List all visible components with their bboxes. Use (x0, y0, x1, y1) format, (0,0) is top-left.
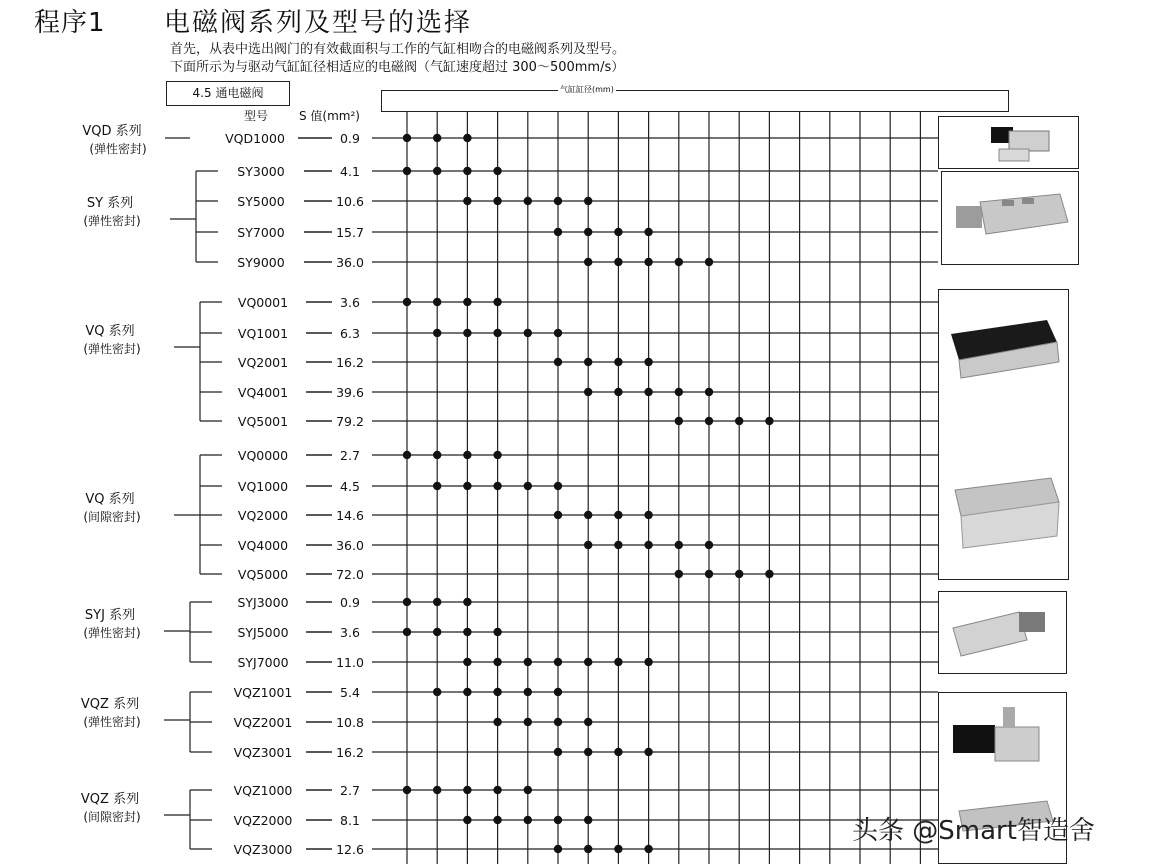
applicable-bore-dot (463, 298, 471, 306)
bore-axis-title: 气缸缸径(mm) (560, 85, 614, 94)
applicable-bore-dot (554, 197, 562, 205)
applicable-bore-dot (524, 329, 532, 337)
applicable-bore-dot (675, 388, 683, 396)
applicable-bore-dot (584, 388, 592, 396)
applicable-bore-dot (554, 329, 562, 337)
applicable-bore-dot (614, 511, 622, 519)
model-name: SYJ7000 (237, 655, 289, 670)
applicable-bore-dot (524, 658, 532, 666)
applicable-bore-dot (735, 417, 743, 425)
applicable-bore-dot (493, 786, 501, 794)
bore-header-box (381, 90, 1009, 112)
series-name: VQZ 系列 (80, 792, 140, 807)
applicable-bore-dot (463, 598, 471, 606)
model-name: VQ2000 (237, 508, 289, 523)
s-value: 0.9 (340, 131, 360, 146)
valve-type-label: 4.5 通电磁阀 (166, 81, 290, 106)
applicable-bore-dot (554, 658, 562, 666)
model-name: SY3000 (237, 164, 285, 179)
s-value: 12.6 (336, 842, 364, 857)
s-value: 4.5 (340, 479, 360, 494)
applicable-bore-dot (614, 845, 622, 853)
applicable-bore-dot (433, 298, 441, 306)
series-seal-type: (间隙密封) (83, 810, 141, 824)
applicable-bore-dot (403, 167, 411, 175)
s-value: 6.3 (340, 326, 360, 341)
series-seal-type: (弹性密封) (83, 715, 141, 729)
s-value: 15.7 (336, 225, 364, 240)
applicable-bore-dot (584, 748, 592, 756)
syj-valve-image (939, 592, 1067, 674)
s-value: 36.0 (336, 255, 364, 270)
vq-manifold-image (939, 290, 1069, 580)
applicable-bore-dot (524, 688, 532, 696)
applicable-bore-dot (644, 258, 652, 266)
applicable-bore-dot (463, 658, 471, 666)
applicable-bore-dot (584, 358, 592, 366)
s-value: 16.2 (336, 745, 364, 760)
applicable-bore-dot (403, 134, 411, 142)
applicable-bore-dot (524, 816, 532, 824)
applicable-bore-dot (463, 628, 471, 636)
applicable-bore-dot (644, 541, 652, 549)
applicable-bore-dot (433, 134, 441, 142)
s-value: 3.6 (340, 625, 360, 640)
applicable-bore-dot (705, 258, 713, 266)
s-value: 0.9 (340, 595, 360, 610)
applicable-bore-dot (614, 541, 622, 549)
model-name: SYJ5000 (237, 625, 289, 640)
model-name: VQZ2000 (233, 813, 293, 828)
s-value: 16.2 (336, 355, 364, 370)
applicable-bore-dot (554, 688, 562, 696)
applicable-bore-dot (675, 570, 683, 578)
series-name: SY 系列 (86, 196, 134, 211)
applicable-bore-dot (463, 482, 471, 490)
applicable-bore-dot (554, 816, 562, 824)
applicable-bore-dot (524, 482, 532, 490)
model-name: SY9000 (237, 255, 285, 270)
applicable-bore-dot (705, 417, 713, 425)
applicable-bore-dot (584, 258, 592, 266)
applicable-bore-dot (524, 718, 532, 726)
series-seal-type: (弹性密封) (83, 342, 141, 356)
applicable-bore-dot (705, 570, 713, 578)
series-name: VQD 系列 (82, 124, 142, 139)
applicable-bore-dot (554, 718, 562, 726)
model-name: SY7000 (237, 225, 285, 240)
applicable-bore-dot (493, 482, 501, 490)
vqd-valve-photo (938, 116, 1079, 169)
model-name: VQZ3001 (233, 745, 293, 760)
applicable-bore-dot (493, 197, 501, 205)
model-name: VQZ2001 (233, 715, 293, 730)
applicable-bore-dot (403, 628, 411, 636)
applicable-bore-dot (433, 786, 441, 794)
applicable-bore-dot (644, 845, 652, 853)
applicable-bore-dot (463, 329, 471, 337)
applicable-bore-dot (644, 358, 652, 366)
applicable-bore-dot (403, 598, 411, 606)
applicable-bore-dot (433, 167, 441, 175)
applicable-bore-dot (675, 541, 683, 549)
applicable-bore-dot (493, 688, 501, 696)
applicable-bore-dot (403, 786, 411, 794)
series-seal-type: (弹性密封) (83, 626, 141, 640)
applicable-bore-dot (463, 786, 471, 794)
applicable-bore-dot (493, 816, 501, 824)
model-name: VQZ1000 (233, 783, 293, 798)
applicable-bore-dot (433, 482, 441, 490)
applicable-bore-dot (735, 570, 743, 578)
applicable-bore-dot (584, 511, 592, 519)
sy-valve-photo (941, 171, 1079, 265)
model-name: VQ4001 (237, 385, 289, 400)
applicable-bore-dot (584, 228, 592, 236)
s-value: 11.0 (336, 655, 364, 670)
applicable-bore-dot (554, 482, 562, 490)
applicable-bore-dot (644, 748, 652, 756)
applicable-bore-dot (675, 417, 683, 425)
applicable-bore-dot (433, 329, 441, 337)
s-value: 8.1 (340, 813, 360, 828)
applicable-bore-dot (463, 134, 471, 142)
step-number: 程序1 (34, 8, 106, 38)
applicable-bore-dot (463, 688, 471, 696)
applicable-bore-dot (554, 358, 562, 366)
applicable-bore-dot (644, 511, 652, 519)
s-value: 36.0 (336, 538, 364, 553)
applicable-bore-dot (705, 388, 713, 396)
applicable-bore-dot (554, 511, 562, 519)
applicable-bore-dot (433, 688, 441, 696)
applicable-bore-dot (493, 167, 501, 175)
model-name: VQ0000 (237, 448, 289, 463)
applicable-bore-dot (493, 451, 501, 459)
vqd-valve-image (939, 117, 1079, 169)
applicable-bore-dot (554, 748, 562, 756)
series-seal-type: (间隙密封) (83, 510, 141, 524)
applicable-bore-dot (524, 786, 532, 794)
applicable-bore-dot (493, 298, 501, 306)
s-value: 2.7 (340, 783, 360, 798)
vq-manifold-photo (938, 289, 1069, 580)
model-name: VQ5001 (237, 414, 289, 429)
applicable-bore-dot (644, 388, 652, 396)
s-value: 10.8 (336, 715, 364, 730)
applicable-bore-dot (614, 228, 622, 236)
applicable-bore-dot (463, 451, 471, 459)
applicable-bore-dot (433, 628, 441, 636)
series-name: VQZ 系列 (80, 697, 140, 712)
intro-line-2: 下面所示为与驱动气缸缸径相适应的电磁阀（气缸速度超过 300～500mm/s） (170, 60, 625, 75)
series-name: VQ 系列 (85, 324, 135, 339)
watermark: 头条 @Smart智造舍 (852, 816, 1095, 846)
sy-valve-image (942, 172, 1079, 265)
applicable-bore-dot (614, 358, 622, 366)
applicable-bore-dot (584, 197, 592, 205)
applicable-bore-dot (584, 658, 592, 666)
applicable-bore-dot (584, 718, 592, 726)
model-name: VQZ3000 (233, 842, 293, 857)
applicable-bore-dot (433, 598, 441, 606)
page-title: 电磁阀系列及型号的选择 (164, 8, 473, 38)
applicable-bore-dot (524, 197, 532, 205)
model-column-header: 型号 (244, 109, 269, 123)
applicable-bore-dot (584, 845, 592, 853)
applicable-bore-dot (403, 451, 411, 459)
applicable-bore-dot (463, 197, 471, 205)
s-value: 2.7 (340, 448, 360, 463)
applicable-bore-dot (644, 228, 652, 236)
s-value: 14.6 (336, 508, 364, 523)
model-name: VQ4000 (237, 538, 289, 553)
applicable-bore-dot (463, 167, 471, 175)
model-name: VQ2001 (237, 355, 289, 370)
applicable-bore-dot (584, 541, 592, 549)
model-name: VQ1001 (237, 326, 289, 341)
applicable-bore-dot (493, 628, 501, 636)
applicable-bore-dot (584, 816, 592, 824)
model-name: VQ1000 (237, 479, 289, 494)
applicable-bore-dot (493, 329, 501, 337)
applicable-bore-dot (644, 658, 652, 666)
model-name: VQ5000 (237, 567, 289, 582)
model-name: VQD1000 (225, 131, 285, 146)
model-name: SYJ3000 (237, 595, 289, 610)
applicable-bore-dot (403, 298, 411, 306)
applicable-bore-dot (614, 658, 622, 666)
applicable-bore-dot (705, 541, 713, 549)
series-seal-type: (弹性密封) (83, 214, 141, 228)
s-value: 3.6 (340, 295, 360, 310)
applicable-bore-dot (765, 417, 773, 425)
model-name: VQZ1001 (233, 685, 293, 700)
s-value: 72.0 (336, 567, 364, 582)
s-value: 5.4 (340, 685, 360, 700)
applicable-bore-dot (765, 570, 773, 578)
applicable-bore-dot (614, 388, 622, 396)
series-seal-type: (弹性密封) (89, 142, 147, 156)
applicable-bore-dot (554, 228, 562, 236)
applicable-bore-dot (493, 718, 501, 726)
s-value: 10.6 (336, 194, 364, 209)
intro-line-1: 首先，从表中选出阀门的有效截面积与工作的气缸相吻合的电磁阀系列及型号。 (170, 42, 626, 57)
series-name: SYJ 系列 (84, 608, 136, 623)
applicable-bore-dot (614, 258, 622, 266)
syj-valve-photo (938, 591, 1067, 674)
series-name: VQ 系列 (85, 492, 135, 507)
s-value: 39.6 (336, 385, 364, 400)
applicable-bore-dot (614, 748, 622, 756)
s-value: 79.2 (336, 414, 364, 429)
s-value: 4.1 (340, 164, 360, 179)
model-name: SY5000 (237, 194, 285, 209)
s-value-column-header: S 值(mm²) (299, 109, 360, 123)
model-name: VQ0001 (237, 295, 289, 310)
applicable-bore-dot (675, 258, 683, 266)
applicable-bore-dot (433, 451, 441, 459)
applicable-bore-dot (463, 816, 471, 824)
applicable-bore-dot (493, 658, 501, 666)
applicable-bore-dot (554, 845, 562, 853)
